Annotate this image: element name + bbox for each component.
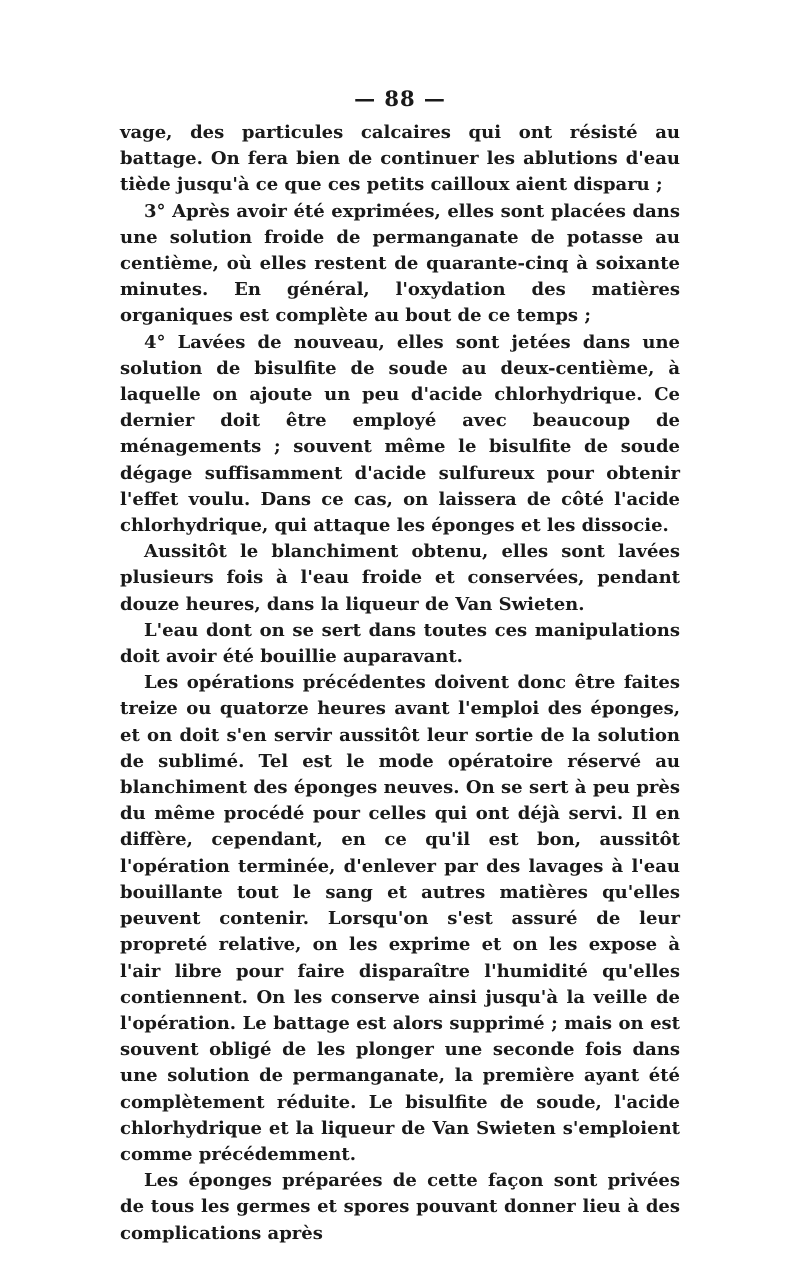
- paragraph-continued: vage, des particules calcaires qui ont résisté au battage. On fera bien de continuer les ablutions d'eau tiède jusqu'à ce que ces petits cailloux aient disparu ;: [120, 122, 680, 196]
- body-text: [120, 120, 680, 1247]
- paragraph-sponges-prepared: Les éponges préparées de cette façon sont privées de tous les germes et spores pouvant donner lieu à des complications après: [120, 1170, 680, 1244]
- page-number: — 88 —: [354, 86, 446, 111]
- paragraph-step-4: 4° Lavées de nouveau, elles sont jetées dans une solution de bisulfite de soude au deux-centième, à laquelle on ajoute un peu d'acide chlorhydrique. Ce dernier doit être employé avec beaucoup de ménagements ; souvent même le bisulfite de soude dégage suffisamment d'acide sulfureux pour obtenir l'effet voulu. Dans ce cas, on laissera de côté l'acide chlorhydrique, qui attaque les éponges et les dissocie.: [120, 331, 680, 537]
- paragraph-boiled-water: L'eau dont on se sert dans toutes ces manipulations doit avoir été bouillie auparavant.: [120, 619, 680, 668]
- paragraph-step-3: 3° Après avoir été exprimées, elles sont placées dans une solution froide de permanganate de potasse au centième, où elles restent de quarante-cinq à soixante minutes. En général, l'oxydation des matières organiques est complète au bout de ce temps ;: [120, 200, 680, 327]
- paragraph-operations: Les opérations précédentes doivent donc être faites treize ou quatorze heures avant l'emploi des éponges, et on doit s'en servir aussitôt leur sortie de la solution de sublimé. Tel est le mode opératoire réservé au blanchiment des éponges neuves. On se sert à peu près du même procédé pour celles qui ont déjà servi. Il en diffère, cependant, en ce qu'il est bon, aussitôt l'opération terminée, d'enlever par des lavages à l'eau bouillante tout le sang et autres matières qu'elles peuvent contenir. Lorsqu'on s'est assuré de leur propreté relative, on les exprime et on les expose à l'air libre pour faire disparaître l'humidité qu'elles contiennent. On les conserve ainsi jusqu'à la veille de l'opération. Le battage est alors supprimé ; mais on est souvent obligé de les plonger une seconde fois dans une solution de permanganate, la première ayant été complètement réduite. Le bisulfite de soude, l'acide chlorhydrique et la liqueur de Van Swieten s'emploient comme précédemment.: [120, 672, 680, 1165]
- paragraph-whitening: Aussitôt le blanchiment obtenu, elles sont lavées plusieurs fois à l'eau froide et conservées, pendant douze heures, dans la liqueur de Van Swieten.: [120, 541, 680, 615]
